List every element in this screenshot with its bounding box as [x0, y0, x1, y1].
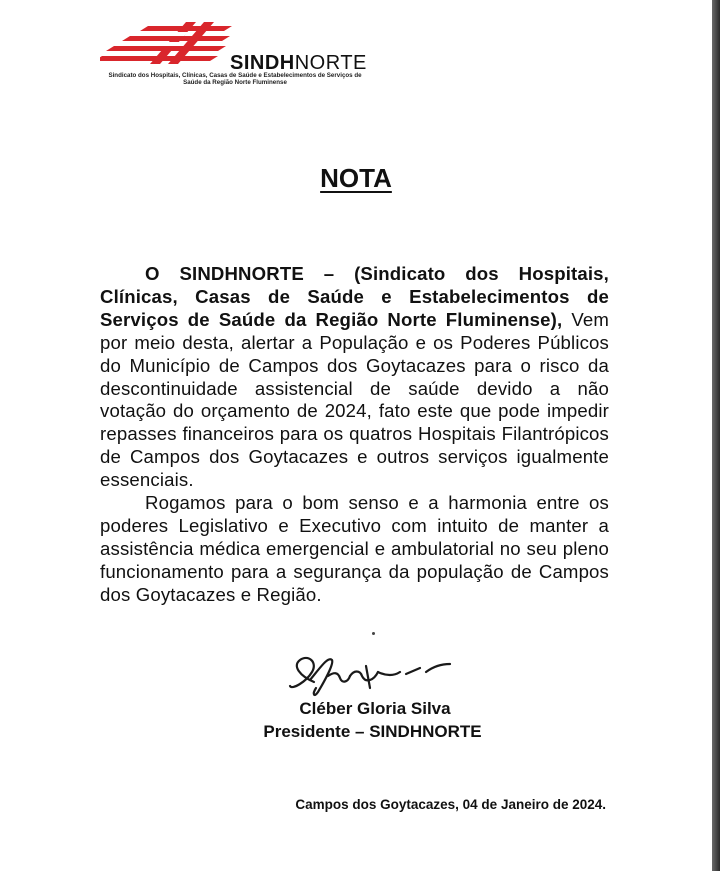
paragraph-1-rest: Vem por meio desta, alertar a População e os Poderes Públicos do Município de Campos dos Goytacazes para o risco da descontinuidade assistencial de saúde devido a não votação do orçamento de 2024, fato este que pode impedir repasses financeiros para os quatros Hospitais Filantrópicos de Campos dos Goytacazes e outros serviços igualmente essenciais.	[100, 308, 609, 491]
document-title: NOTA	[320, 163, 392, 193]
brand-subtitle: Sindicato dos Hospitais, Clínicas, Casas de Saúde e Estabelecimentos de Serviços de Saúde da Região Norte Fluminense	[108, 72, 362, 86]
brand-name-bold: SINDH	[230, 52, 295, 74]
document-body	[100, 263, 609, 607]
paragraph-2: Rogamos para o bom senso e a harmonia entre os poderes Legislativo e Executivo com intuito de manter a assistência médica emergencial e ambulatorial no seu pleno funcionamento para a segurança da população de Campos dos Goytacazes e Região.	[100, 492, 609, 605]
brand-name-regular: NORTE	[294, 52, 367, 74]
sindhnorte-cross-logo-icon	[100, 20, 235, 66]
paragraph-1-lead: O SINDHNORTE – (Sindicato dos Hospitais, Clínicas, Casas de Saúde e Estabelecimentos de Serviços de Saúde da Região Norte Fluminense),	[100, 263, 609, 330]
date-line: Campos dos Goytacazes, 04 de Janeiro de 2024.	[295, 797, 606, 812]
paragraph-1	[100, 263, 609, 492]
signatory-role: Presidente – SINDHNORTE	[263, 722, 482, 741]
letterhead-logo	[100, 20, 370, 90]
page-edge-shadow	[712, 0, 720, 871]
ink-dot	[372, 632, 375, 635]
signatory-name: Cléber Gloria Silva	[299, 699, 451, 718]
